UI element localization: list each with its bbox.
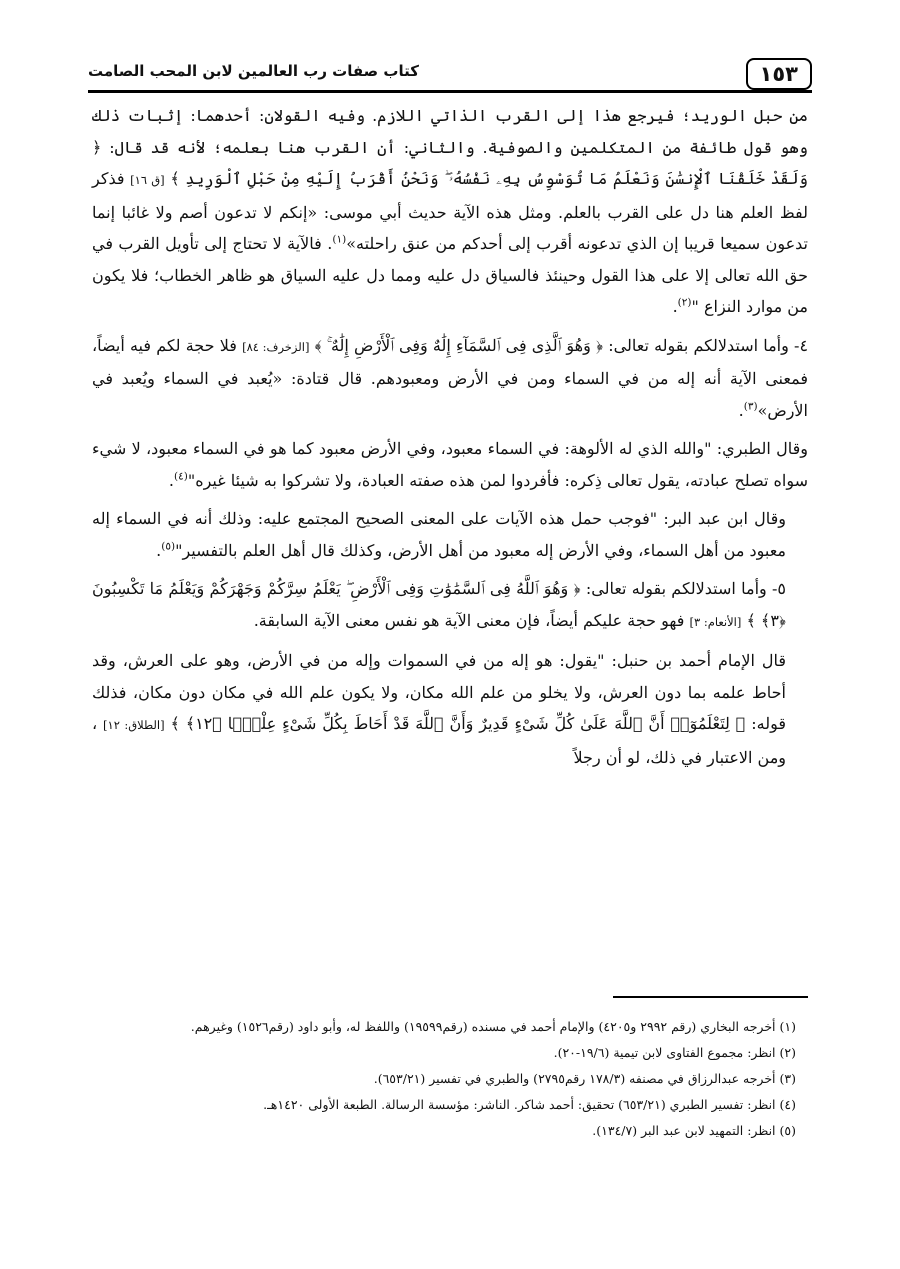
paragraph-text: ٥- وأما استدلالكم بقوله تعالى: bbox=[585, 579, 786, 598]
footnote-3: (٣) أخرجه عبدالرزاق في مصنفه (١٧٨/٣ رقم٢٧٩٥) والطبري في تفسير (٦٥٣/٢١). bbox=[373, 1071, 796, 1086]
footnote-marker: (٤) bbox=[174, 470, 188, 483]
footnote-marker: (٣) bbox=[743, 400, 758, 413]
paragraph-2 bbox=[92, 330, 808, 427]
quran-verse: ﴿ وَلَقَدْ خَلَقْنَا ٱلْإِنسَٰنَ وَنَعْلَمُ مَا تُوَسْوِسُ بِهِۦ نَفْسُهُۥ ۖ وَنَحْنُ أَقْرَبُ إِلَيْهِ مِنْ حَبْلِ ٱلْوَرِيدِ ﴾ bbox=[92, 137, 808, 188]
paragraph-5 bbox=[92, 573, 808, 638]
paragraph-3 bbox=[92, 433, 808, 496]
verse-reference: [الأنعام: ٣] bbox=[689, 614, 742, 629]
verse-reference: [الزخرف: ٨٤] bbox=[242, 339, 310, 354]
page-number: ١٥٣ bbox=[746, 58, 812, 90]
main-text bbox=[92, 100, 808, 773]
paragraph-6 bbox=[92, 645, 808, 773]
footnote-marker: (١) bbox=[332, 233, 347, 246]
quran-verse: ﴿ لِتَعْلَمُوٓا۟ أَنَّ ٱللَّهَ عَلَىٰ كُلِّ شَىْءٍ قَدِيرٌ وَأَنَّ ٱللَّهَ قَدْ أَحَاطَ بِكُلِّ شَىْءٍ عِلْمًۢا ﴿١٢﴾ ﴾ bbox=[170, 714, 746, 733]
paragraph-text: ٤- وأما استدلالكم بقوله تعالى: bbox=[608, 335, 809, 355]
paragraph-4 bbox=[92, 503, 808, 566]
footnote-marker: (٥) bbox=[161, 540, 176, 553]
verse-reference: [الطلاق: ١٢] bbox=[103, 718, 165, 732]
footnote-4: (٤) انظر: تفسير الطبري (٦٥٣/٢١) تحقيق: أحمد شاكر. الناشر: مؤسسة الرسالة. الطبعة الأولى ١٤٢٠هـ. bbox=[263, 1097, 796, 1112]
paragraph-text: . bbox=[738, 400, 744, 420]
verse-reference: [ق ١٦] bbox=[130, 173, 165, 187]
footnote-separator bbox=[613, 996, 808, 998]
footnote-1: (١) أخرجه البخاري (رقم ٢٩٩٢ و٤٢٠٥) والإمام أحمد في مسنده (رقم١٩٥٩٩) واللفظ له، وأبو داود (رقم١٥٢٦) وغيرهم. bbox=[190, 1019, 796, 1034]
paragraph-text: وقال ابن عبد البر: "فوجب حمل هذه الآيات على المعنى الصحيح المجتمع عليه: وذلك أنه في السماء إله معبود من أهل السماء، وفي الأرض إله معبود من أهل الأرض، وكذلك قال أهل العلم بالتفسير" bbox=[92, 509, 786, 560]
running-title: كتاب صفات رب العالمين لابن المحب الصامت bbox=[88, 62, 419, 80]
quran-verse: ﴿ وَهُوَ ٱللَّهُ فِى ٱلسَّمَٰوَٰتِ وَفِى ٱلْأَرْضِ ۖ يَعْلَمُ سِرَّكُمْ وَجَهْرَكُمْ وَيَعْلَمُ مَا تَكْسِبُونَ ﴿٣﴾ ﴾ bbox=[92, 579, 786, 630]
paragraph-text: فهو حجة عليكم أيضاً، فإن معنى الآية هو نفس معنى الآية السابقة. bbox=[253, 610, 685, 630]
paragraph-text: . فالآية لا تحتاج إلى تأويل القرب في حق الله تعالى إلا على هذا القول وحينئذ فالسياق دل عليه ومما دل عليه السياق هو ظاهر الخطاب؛ فلا يكون من موارد النزاع " bbox=[92, 234, 808, 316]
paragraph-text: ، ومن الاعتبار في ذلك، لو أن رجلاً bbox=[92, 714, 786, 767]
footnote-2: (٢) انظر: مجموع الفتاوى لابن تيمية (١٩/٦-٢٠). bbox=[553, 1045, 796, 1060]
paragraph-text: فلا حجة لكم فيه أيضاً، فمعنى الآية أنه إله من في السماء ومن في الأرض ومعبودهم. قال قتادة: «يُعبد في السماء ويُعبد في الأرض» bbox=[92, 335, 808, 420]
paragraph-text: . bbox=[168, 470, 174, 490]
footnotes bbox=[92, 1014, 796, 1144]
paragraph-text: . bbox=[672, 297, 678, 316]
paragraph-text: فذكر لفظ العلم هنا دل على القرب بالعلم. ومثل هذه الآية حديث أبي موسى: «إنكم لا تدعون أصم ولا غائبا إنما تدعون سميعا قريبا إن الذي تدعونه أقرب إلى أحدكم من عنق راحلته» bbox=[92, 169, 809, 253]
paragraph-text: وقال الطبري: "والله الذي له الألوهة: في السماء معبود، وفي الأرض معبود كما هو في السماء معبود، لا شيء سواه تصلح عبادته، يقول تعالى ذِكره: فأفردوا لمن هذه صفته العبادة، ولا تشركوا به شيئا غيره" bbox=[92, 439, 808, 490]
page-header bbox=[88, 56, 812, 93]
quran-verse: ﴿ وَهُوَ ٱلَّذِى فِى ٱلسَّمَآءِ إِلَٰهٌ وَفِى ٱلْأَرْضِ إِلَٰهٌ ۚ ﴾ bbox=[314, 335, 604, 355]
paragraph-text: من حبل الوريد؛ فيرجع هذا إلى القرب الذاتي اللازم. وفيه القولان: أحدهما: إثبات ذلك وهو قول طائفة من المتكلمين والصوفية. والثاني: أن القرب هنا بعلمه؛ لأنه قد قال: bbox=[92, 106, 809, 157]
paragraph-1 bbox=[92, 100, 808, 323]
paragraph-text: قال الإمام أحمد بن حنبل: "يقول: هو إله من في السموات وإله من في الأرض، وهو على العرش، وقد أحاط علمه بما دون العرش، ولا يخلو من علم الله مكان، ولا يكون علم الله في مكان دون مكان، فذلك قوله: bbox=[92, 651, 786, 733]
footnote-5: (٥) انظر: التمهيد لابن عبد البر (١٣٤/٧). bbox=[592, 1123, 796, 1138]
footnote-marker: (٢) bbox=[677, 296, 692, 309]
paragraph-text: . bbox=[156, 540, 162, 560]
